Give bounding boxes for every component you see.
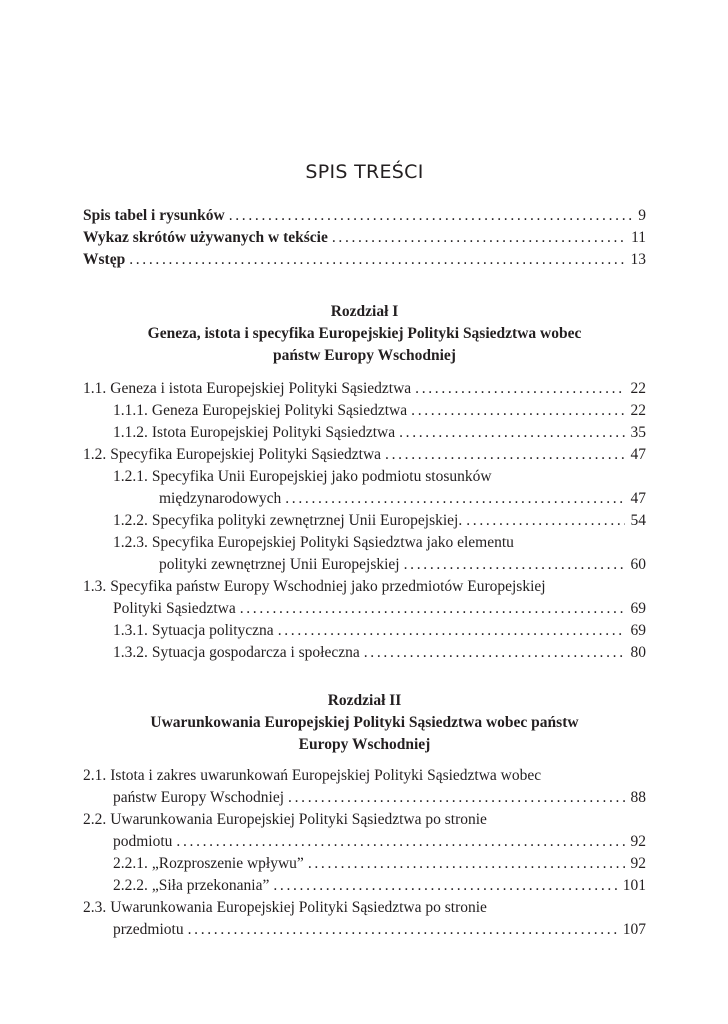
entry-label: przedmiotu (113, 921, 184, 938)
entry-page: 9 (638, 207, 646, 224)
entry-number: 1.1. (83, 380, 107, 397)
entry-page: 35 (630, 424, 646, 441)
leader-dots (176, 831, 624, 853)
toc-entry-introduction[interactable] (83, 249, 646, 271)
entry-label: Istota i zakres uwarunkowań Europejskiej Polityki Sąsiedztwa wobec (110, 767, 542, 784)
leader-dots (278, 620, 625, 642)
leader-dots (385, 444, 624, 466)
chapter-1-heading (83, 301, 646, 367)
chapter-number: Rozdział II (327, 692, 402, 709)
entry-label: Sytuacja polityczna (151, 622, 274, 639)
entry-page: 101 (622, 877, 646, 894)
leader-dots (188, 919, 617, 941)
entry-label: podmiotu (113, 833, 173, 850)
chapter-title-line: Uwarunkowania Europejskiej Polityki Sąsiedztwa wobec państw (150, 714, 579, 731)
front-matter-list (83, 205, 646, 271)
entry-page: 22 (630, 380, 646, 397)
toc-entry-2-1-line2[interactable] (83, 787, 646, 809)
entry-label: Sytuacja gospodarcza i społeczna (151, 644, 360, 661)
toc-entry-1-2[interactable] (83, 444, 646, 466)
entry-label: Geneza Europejskiej Polityki Sąsiedztwa (151, 402, 408, 419)
entry-number: 1.2.3. (113, 534, 148, 551)
entry-page: 92 (630, 833, 646, 850)
entry-label: Specyfika Europejskiej Polityki Sąsiedztwa (110, 446, 382, 463)
leader-dots (404, 554, 625, 576)
chapter-title-line: Geneza, istota i specyfika Europejskiej Polityki Sąsiedztwa wobec (147, 325, 582, 342)
entry-page: 13 (630, 251, 646, 268)
leader-dots (285, 488, 624, 510)
entry-label: Uwarunkowania Europejskiej Polityki Sąsiedztwa po stronie (110, 811, 487, 828)
entry-number: 1.2. (83, 446, 107, 463)
entry-label: Wykaz skrótów używanych w tekście (83, 229, 328, 246)
toc-entry-1-2-3-line2[interactable] (83, 554, 646, 576)
leader-dots (364, 642, 625, 664)
entry-label: Uwarunkowania Europejskiej Polityki Sąsiedztwa po stronie (110, 899, 487, 916)
leader-dots (332, 227, 625, 249)
entry-page: 80 (630, 644, 646, 661)
toc-entry-2-2-line1[interactable] (83, 809, 646, 831)
entry-label: Wstęp (83, 251, 126, 268)
chapter-2-entries (83, 765, 646, 941)
entry-label: Specyfika Unii Europejskiej jako podmiotu stosunków (151, 468, 492, 485)
chapter-number: Rozdział I (330, 303, 399, 320)
toc-entry-1-3-line1[interactable] (83, 576, 646, 598)
leader-dots (240, 598, 625, 620)
toc-entry-abbreviations[interactable] (83, 227, 646, 249)
entry-page: 88 (630, 789, 646, 806)
entry-page: 11 (631, 229, 646, 246)
toc-entry-2-3-line1[interactable] (83, 897, 646, 919)
entry-label: Istota Europejskiej Polityki Sąsiedztwa (151, 424, 396, 441)
toc-entry-2-1-line1[interactable] (83, 765, 646, 787)
leader-dots (273, 875, 616, 897)
entry-number: 1.2.1. (113, 468, 148, 485)
entry-page: 22 (630, 402, 646, 419)
entry-page: 60 (630, 556, 646, 573)
entry-label: „Rozproszenie wpływu” (151, 855, 304, 872)
chapter-title-line: Europy Wschodniej (298, 736, 431, 753)
entry-number: 1.3. (83, 578, 107, 595)
toc-entry-2-2-1[interactable] (83, 853, 646, 875)
toc-entry-1-3-line2[interactable] (83, 598, 646, 620)
toc-entry-1-2-1-line1[interactable] (83, 466, 646, 488)
page-title: SPIS TREŚCI (305, 161, 424, 183)
entry-label: Specyfika polityki zewnętrznej Unii Europejskiej. (151, 512, 463, 529)
toc-entry-1-2-1-line2[interactable] (83, 488, 646, 510)
chapter-title-line: państw Europy Wschodniej (273, 347, 456, 364)
toc-entry-1-2-3-line1[interactable] (83, 532, 646, 554)
leader-dots (466, 510, 624, 532)
leader-dots (399, 422, 624, 444)
leader-dots (411, 400, 624, 422)
toc-entry-1-1[interactable] (83, 378, 646, 400)
toc-entry-1-1-2[interactable] (83, 422, 646, 444)
toc-entry-2-3-line2[interactable] (83, 919, 646, 941)
entry-number: 1.3.2. (113, 644, 148, 661)
toc-entry-2-2-2[interactable] (83, 875, 646, 897)
leader-dots (288, 787, 624, 809)
entry-page: 54 (630, 512, 646, 529)
leader-dots (308, 853, 625, 875)
entry-number: 1.1.2. (113, 424, 148, 441)
entry-page: 69 (630, 600, 646, 617)
leader-dots (129, 249, 624, 271)
chapter-1-entries (83, 378, 646, 664)
entry-number: 1.3.1. (113, 622, 148, 639)
entry-number: 2.2.2. (113, 877, 148, 894)
entry-page: 47 (630, 490, 646, 507)
leader-dots (415, 378, 624, 400)
entry-label: Specyfika państw Europy Wschodniej jako przedmiotów Europejskiej (110, 578, 546, 595)
entry-label: Specyfika Europejskiej Polityki Sąsiedztwa jako elementu (151, 534, 514, 551)
entry-page: 47 (630, 446, 646, 463)
entry-number: 1.1.1. (113, 402, 148, 419)
entry-number: 2.2.1. (113, 855, 148, 872)
toc-entry-1-3-2[interactable] (83, 642, 646, 664)
chapter-2-heading (83, 690, 646, 756)
entry-number: 2.1. (83, 767, 107, 784)
entry-number: 2.2. (83, 811, 107, 828)
entry-label: Geneza i istota Europejskiej Polityki Sąsiedztwa (110, 380, 412, 397)
leader-dots (229, 205, 633, 227)
entry-label: Polityki Sąsiedztwa (113, 600, 236, 617)
toc-entry-2-2-line2[interactable] (83, 831, 646, 853)
entry-label: państw Europy Wschodniej (113, 789, 285, 806)
toc-entry-1-1-1[interactable] (83, 400, 646, 422)
entry-label: Spis tabel i rysunków (83, 207, 225, 224)
entry-label: międzynarodowych (159, 490, 282, 507)
entry-page: 92 (630, 855, 646, 872)
toc-entry-tables[interactable] (83, 205, 646, 227)
toc-entry-1-2-2[interactable] (83, 510, 646, 532)
entry-page: 107 (622, 921, 646, 938)
entry-label: „Siła przekonania” (151, 877, 270, 894)
entry-page: 69 (630, 622, 646, 639)
entry-number: 2.3. (83, 899, 107, 916)
entry-number: 1.2.2. (113, 512, 148, 529)
entry-label: polityki zewnętrznej Unii Europejskiej (159, 556, 400, 573)
toc-entry-1-3-1[interactable] (83, 620, 646, 642)
